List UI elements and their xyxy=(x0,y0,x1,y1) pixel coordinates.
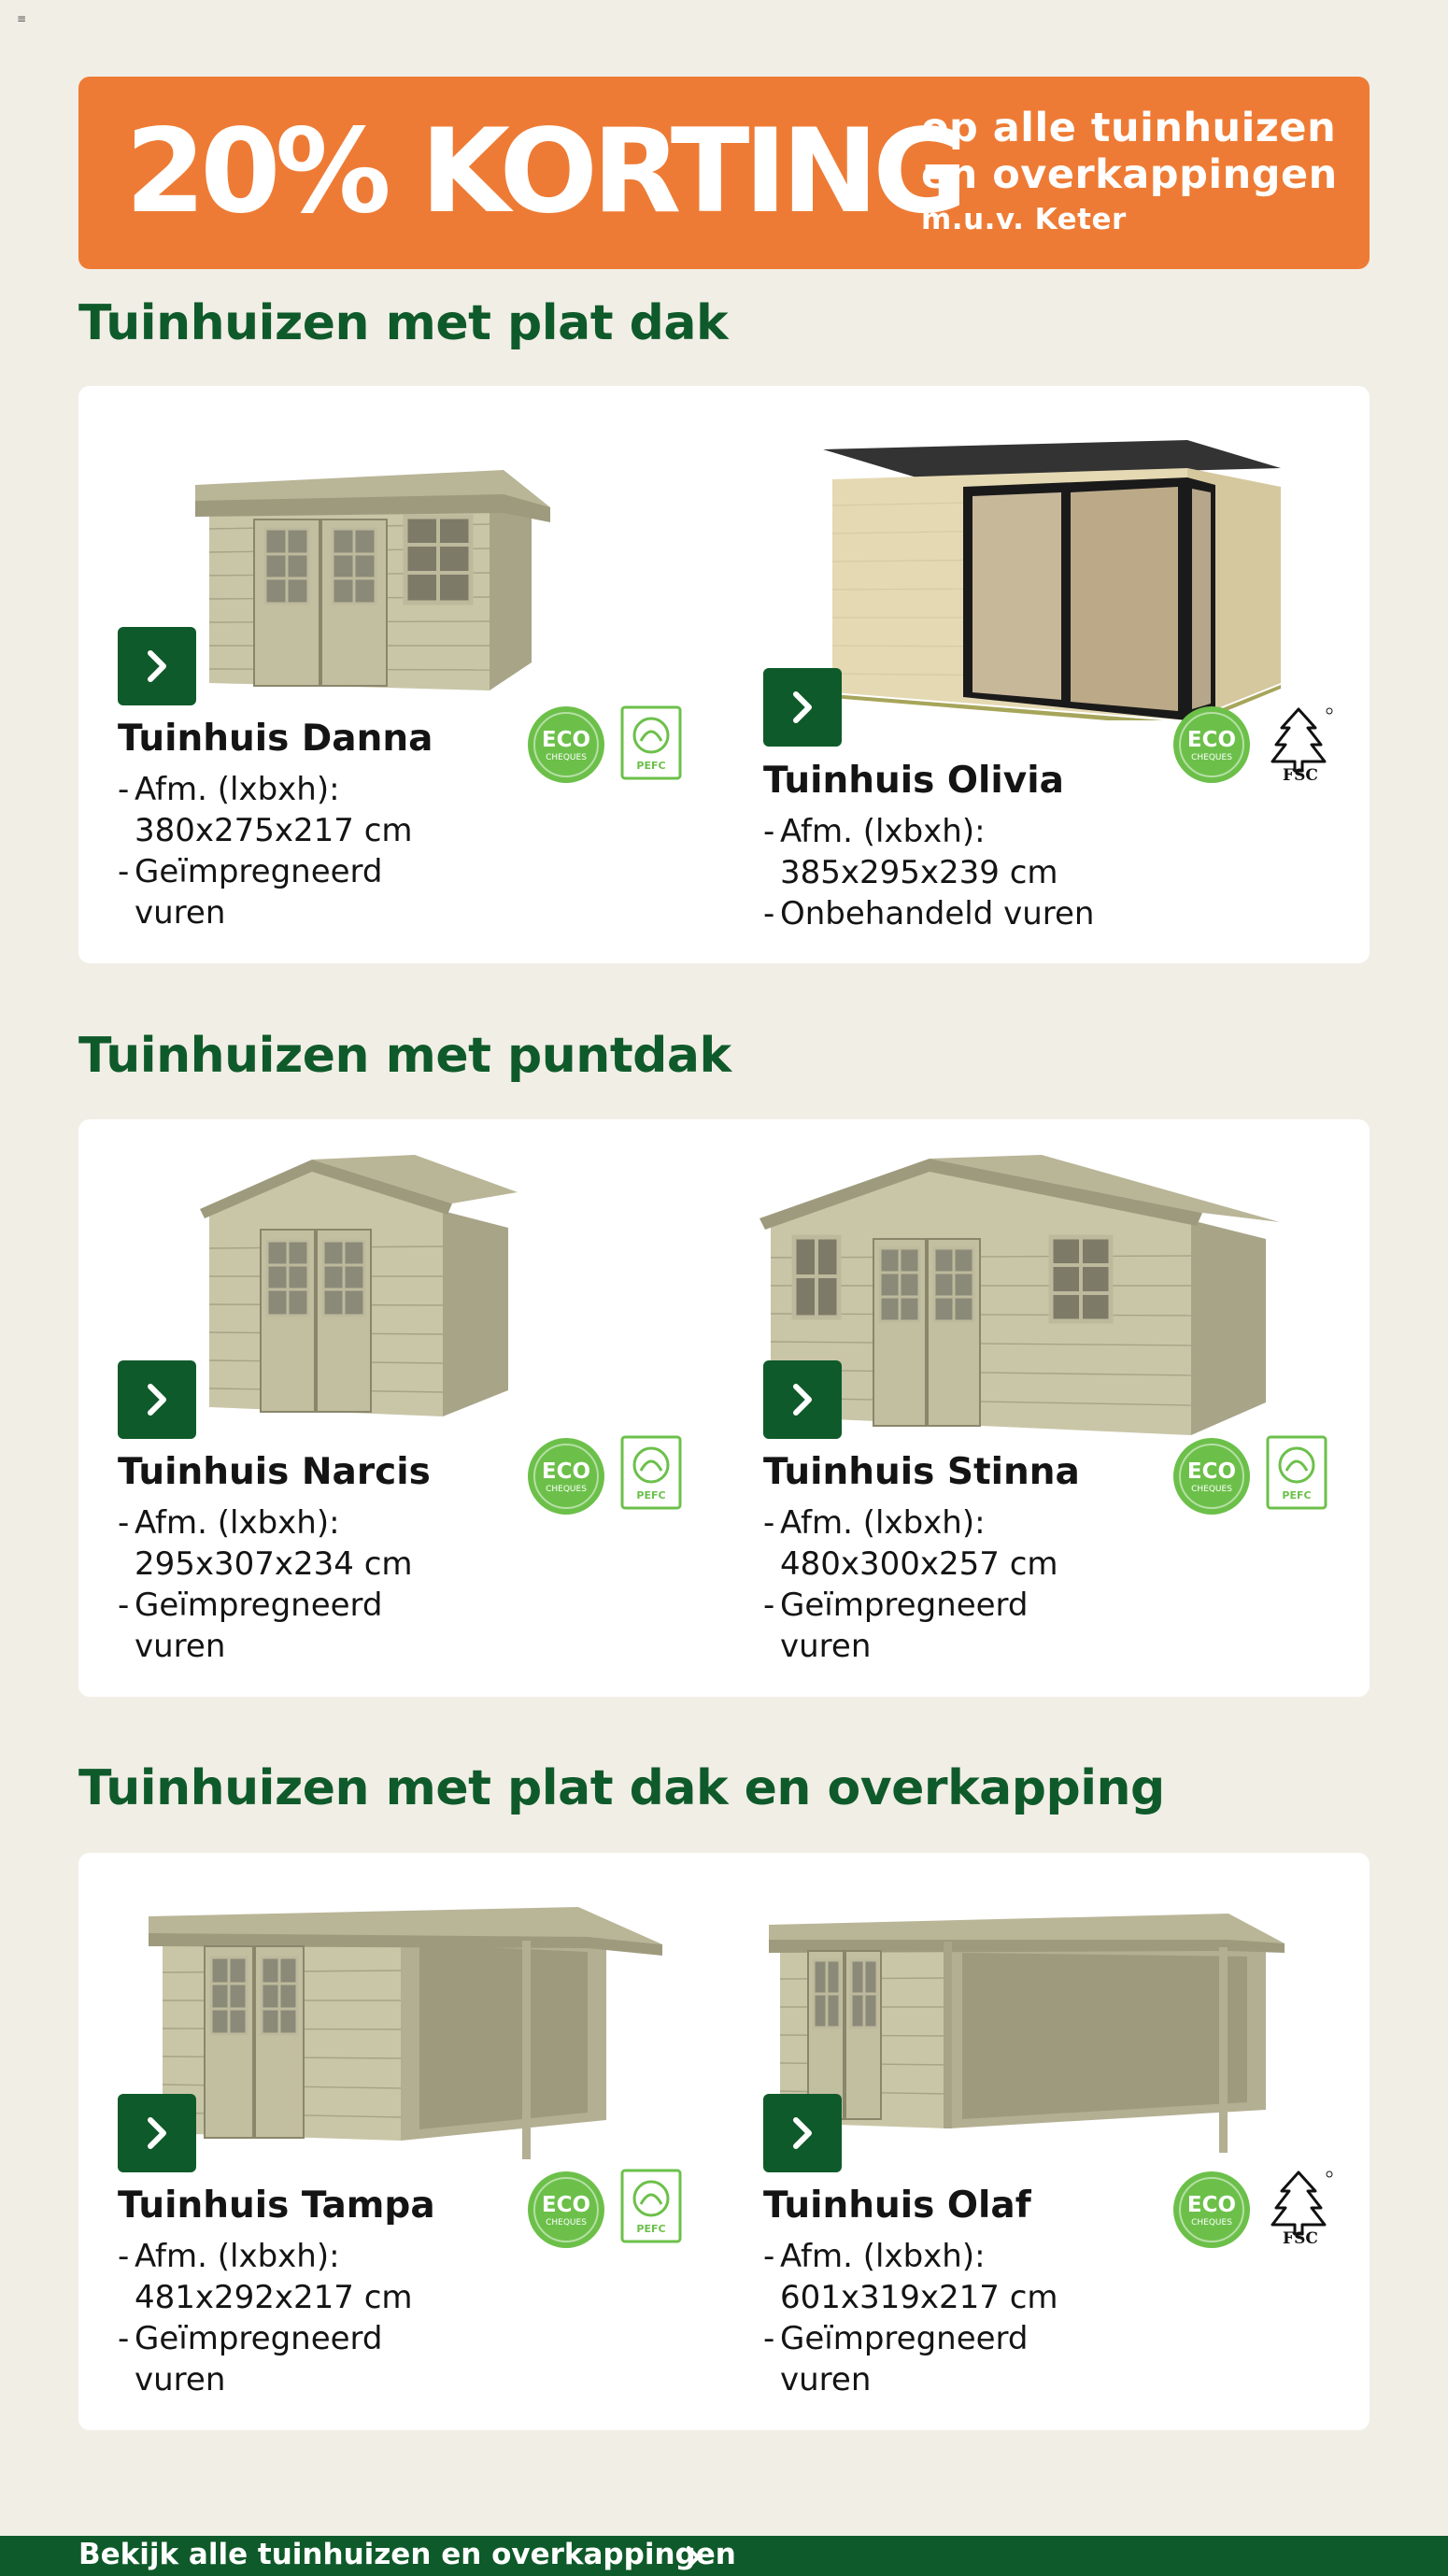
product-name: Tuinhuis Tampa xyxy=(118,2185,435,2227)
product-card-overkapping xyxy=(78,1853,1370,2430)
menu-icon[interactable]: ≡ xyxy=(17,12,27,25)
svg-text:ECO: ECO xyxy=(541,1459,591,1484)
svg-text:CHEQUES: CHEQUES xyxy=(1191,2218,1232,2227)
spec-dimensions-value: 380x275x217 cm xyxy=(135,812,413,849)
spec-dimensions-label: Afm. (lxbxh): xyxy=(135,2238,340,2275)
spec-dimensions-value: 385x295x239 cm xyxy=(780,854,1058,891)
svg-text:ECO: ECO xyxy=(1186,728,1237,752)
product-specs: - Afm. (lxbxh): 295x307x234 cm - Geïmpregneerd vuren xyxy=(118,1504,413,1665)
spec-dimensions-value: 295x307x234 cm xyxy=(135,1545,413,1583)
chevron-right-icon[interactable] xyxy=(682,2543,704,2571)
svg-text:ECO: ECO xyxy=(541,2193,591,2217)
svg-text:CHEQUES: CHEQUES xyxy=(1191,753,1232,762)
spec-dimensions-value: 481x292x217 cm xyxy=(135,2279,413,2316)
section-title-overkapping: Tuinhuizen met plat dak en overkapping xyxy=(78,1760,1165,1816)
spec-material: Onbehandeld vuren xyxy=(780,895,1095,932)
product-detail-button[interactable] xyxy=(118,2094,196,2172)
fsc-badge xyxy=(1261,704,1336,782)
spec-dimensions-label: Afm. (lxbxh): xyxy=(135,771,340,808)
section-title-plat-dak: Tuinhuizen met plat dak xyxy=(78,295,729,351)
promo-line-2: en overkappingen xyxy=(921,151,1338,198)
product-specs: - Afm. (lxbxh): 480x300x257 cm - Geïmpregneerd vuren xyxy=(763,1504,1058,1665)
spec-material: Geïmpregneerd xyxy=(780,1587,1029,1624)
eco-cheques-badge xyxy=(1172,1437,1251,1516)
spec-dimensions-label: Afm. (lxbxh): xyxy=(780,813,986,850)
eco-cheques-badge xyxy=(527,1437,605,1516)
product-detail-button[interactable] xyxy=(118,1360,196,1439)
product-tuinhuis-stinna xyxy=(724,1119,1370,1697)
promo-subtext xyxy=(921,105,1338,241)
chevron-right-icon xyxy=(138,1381,176,1418)
product-name: Tuinhuis Stinna xyxy=(763,1451,1080,1493)
product-tuinhuis-narcis xyxy=(78,1119,724,1697)
svg-text:CHEQUES: CHEQUES xyxy=(546,753,587,762)
section-title-puntdak: Tuinhuizen met puntdak xyxy=(78,1028,731,1084)
spec-dimensions-value: 480x300x257 cm xyxy=(780,1545,1058,1583)
spec-dimensions-label: Afm. (lxbxh): xyxy=(135,1504,340,1542)
spec-dimensions-value: 601x319x217 cm xyxy=(780,2279,1058,2316)
svg-text:PEFC: PEFC xyxy=(636,2223,666,2235)
chevron-right-icon xyxy=(138,2114,176,2152)
product-card-puntdak xyxy=(78,1119,1370,1697)
product-detail-button[interactable] xyxy=(118,627,196,705)
svg-text:CHEQUES: CHEQUES xyxy=(546,1485,587,1494)
product-detail-button[interactable] xyxy=(763,1360,842,1439)
fsc-badge xyxy=(1261,2167,1336,2245)
spec-material-cont: vuren xyxy=(780,1628,872,1665)
product-specs: - Afm. (lxbxh): 380x275x217 cm - Geïmpregneerd vuren xyxy=(118,771,413,932)
product-card-plat-dak xyxy=(78,386,1370,963)
shed-image xyxy=(814,412,1299,720)
svg-text:ECO: ECO xyxy=(541,728,591,752)
eco-cheques-badge xyxy=(1172,2170,1251,2249)
svg-text:FSC: FSC xyxy=(1283,2229,1318,2245)
view-all-link[interactable]: Bekijk alle tuinhuizen en overkappingen xyxy=(78,2538,736,2571)
spec-material-cont: vuren xyxy=(135,894,226,932)
footer-bar xyxy=(0,2536,1448,2576)
pefc-badge xyxy=(620,1435,682,1510)
product-tuinhuis-olivia xyxy=(724,386,1370,963)
product-tuinhuis-danna xyxy=(78,386,724,963)
product-name: Tuinhuis Olaf xyxy=(763,2185,1031,2227)
eco-cheques-badge xyxy=(1172,705,1251,784)
svg-text:ECO: ECO xyxy=(1186,2193,1237,2217)
svg-text:PEFC: PEFC xyxy=(636,1489,666,1501)
spec-material-cont: vuren xyxy=(780,2361,872,2398)
spec-dimensions-label: Afm. (lxbxh): xyxy=(780,2238,986,2275)
spec-material: Geïmpregneerd xyxy=(780,2320,1029,2357)
svg-text:CHEQUES: CHEQUES xyxy=(1191,1485,1232,1494)
svg-text:CHEQUES: CHEQUES xyxy=(546,2218,587,2227)
product-detail-button[interactable] xyxy=(763,2094,842,2172)
spec-material-cont: vuren xyxy=(135,2361,226,2398)
chevron-right-icon xyxy=(784,1381,821,1418)
shed-image xyxy=(139,1879,681,2159)
shed-image xyxy=(181,412,630,692)
eco-cheques-badge xyxy=(527,2170,605,2249)
eco-cheques-badge xyxy=(527,705,605,784)
promo-exclusion: m.u.v. Keter xyxy=(921,203,1127,236)
pefc-badge xyxy=(620,2169,682,2243)
product-detail-button[interactable] xyxy=(763,668,842,747)
pefc-badge xyxy=(620,705,682,780)
product-name: Tuinhuis Olivia xyxy=(763,760,1064,802)
promo-line-1: op alle tuinhuizen xyxy=(921,105,1337,151)
svg-text:PEFC: PEFC xyxy=(1282,1489,1312,1501)
promo-headline: 20% KORTING xyxy=(125,105,963,239)
spec-material: Geïmpregneerd xyxy=(135,853,383,890)
spec-material: Geïmpregneerd xyxy=(135,1587,383,1624)
promo-banner xyxy=(78,77,1370,269)
chevron-right-icon xyxy=(784,2114,821,2152)
chevron-right-icon xyxy=(138,648,176,685)
product-name: Tuinhuis Narcis xyxy=(118,1451,431,1493)
product-specs: - Afm. (lxbxh): 601x319x217 cm - Geïmpregneerd vuren xyxy=(763,2238,1058,2398)
svg-text:PEFC: PEFC xyxy=(636,760,666,772)
spec-material-cont: vuren xyxy=(135,1628,226,1665)
spec-material: Geïmpregneerd xyxy=(135,2320,383,2357)
product-specs: - Afm. (lxbxh): 385x295x239 cm - Onbehandeld vuren xyxy=(763,813,1095,932)
shed-image xyxy=(181,1146,574,1426)
product-tuinhuis-tampa xyxy=(78,1853,724,2430)
pefc-badge xyxy=(1266,1435,1327,1510)
svg-text:FSC: FSC xyxy=(1283,766,1318,782)
chevron-right-icon xyxy=(784,689,821,726)
spec-dimensions-label: Afm. (lxbxh): xyxy=(780,1504,986,1542)
shed-image xyxy=(761,1895,1303,2156)
product-name: Tuinhuis Danna xyxy=(118,718,433,760)
svg-text:ECO: ECO xyxy=(1186,1459,1237,1484)
product-tuinhuis-olaf xyxy=(724,1853,1370,2430)
product-specs: - Afm. (lxbxh): 481x292x217 cm - Geïmpregneerd vuren xyxy=(118,2238,413,2398)
